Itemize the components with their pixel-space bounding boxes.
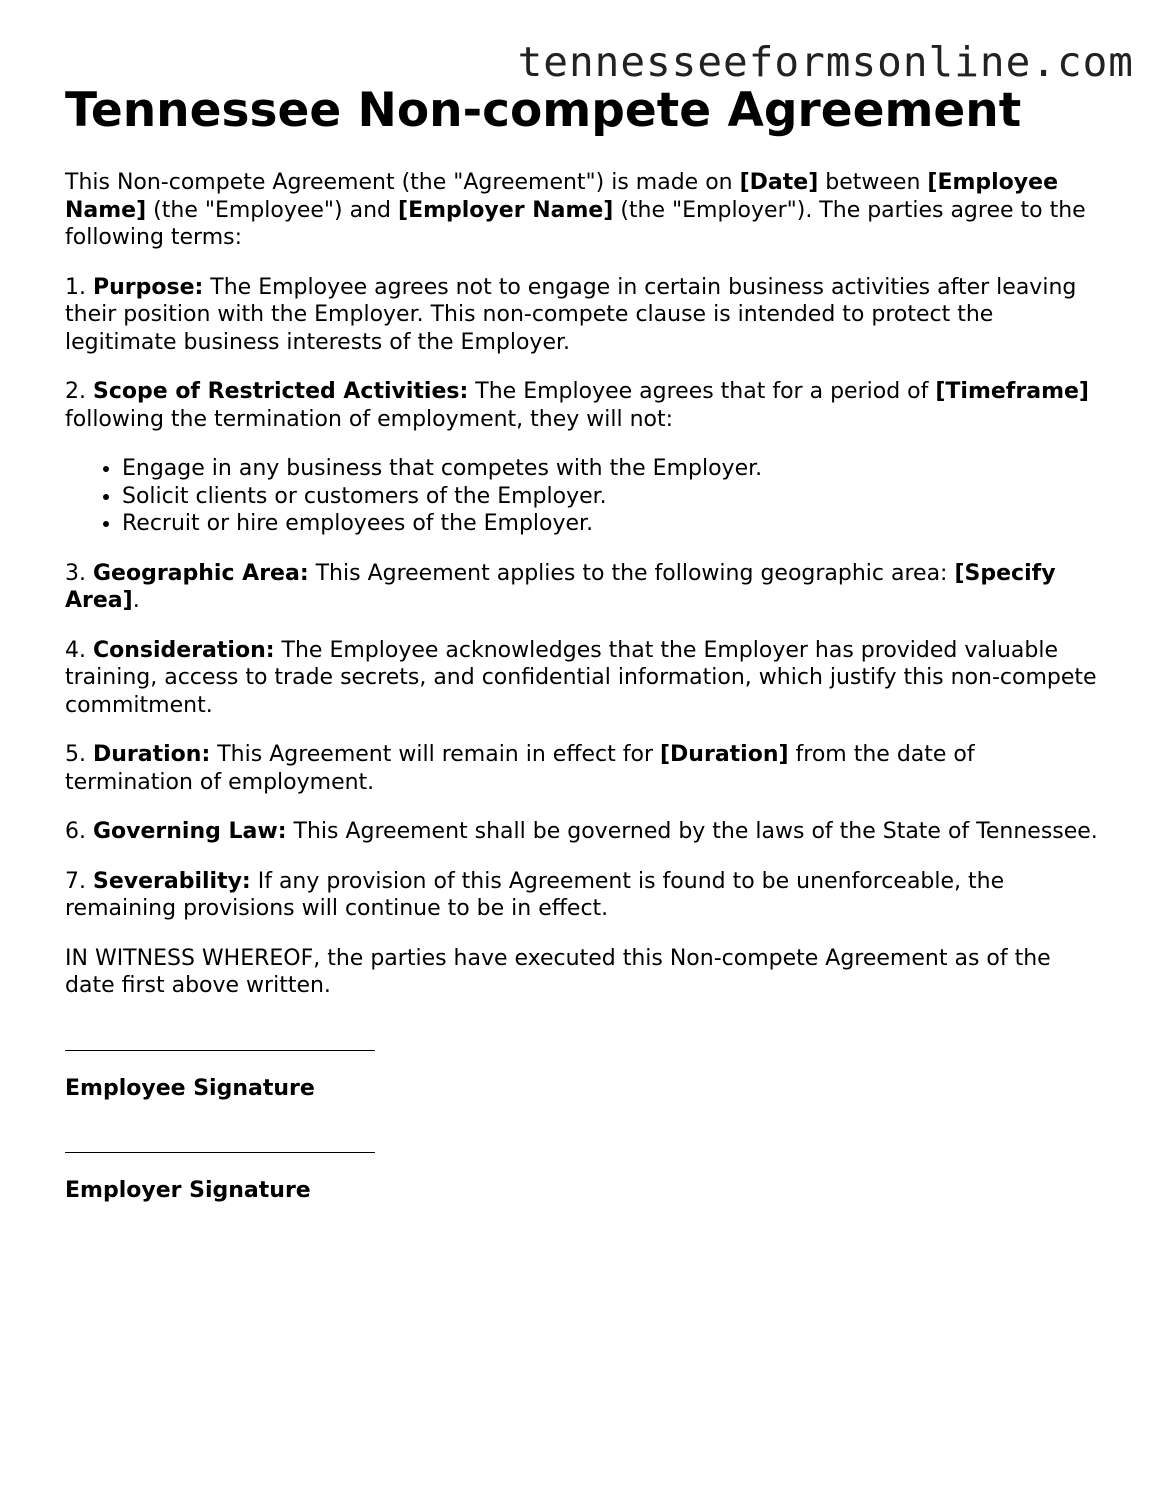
list-item: • Recruit or hire employees of the Employer. xyxy=(122,510,1105,538)
employer-name-placeholder: [Employer Name] xyxy=(398,197,614,223)
section-number: 2. xyxy=(65,379,93,404)
section-text: This Agreement shall be governed by the laws of the State of Tennessee. xyxy=(286,819,1098,844)
section-governing-law xyxy=(65,818,1105,846)
intro-text: between xyxy=(818,170,928,195)
witness-paragraph: IN WITNESS WHEREOF, the parties have executed this Non-compete Agreement as of the date first above written. xyxy=(65,945,1051,998)
area-placeholder: [Specify Area] xyxy=(65,560,1056,613)
section-text: The Employee agrees that for a period of xyxy=(468,379,936,404)
section-heading: Governing Law: xyxy=(92,819,287,844)
date-placeholder: [Date] xyxy=(739,170,819,195)
employee-signature-line[interactable] xyxy=(65,1050,375,1051)
site-watermark: tennesseeformsonline.com xyxy=(517,38,1134,86)
employee-name-placeholder: [Employee Name] xyxy=(65,170,1058,223)
section-heading: Consideration: xyxy=(92,637,275,663)
section-severability xyxy=(65,868,1105,923)
section-heading: Severability: xyxy=(92,868,251,894)
timeframe-placeholder: [Timeframe] xyxy=(935,379,1089,404)
restricted-activities-list xyxy=(65,455,1105,538)
duration-placeholder: [Duration] xyxy=(659,742,789,767)
section-heading: Scope of Restricted Activities: xyxy=(92,379,469,404)
section-number: 7. xyxy=(65,868,93,894)
intro-text: (the "Employer"). The parties agree to the following terms: xyxy=(65,197,1086,250)
section-text: The Employee acknowledges that the Employer has provided valuable training, access to trade secrets, and confidential information, which justify this non-compete commitment. xyxy=(65,637,1097,718)
section-number: 3. xyxy=(65,560,93,586)
section-text: The Employee agrees not to engage in certain business activities after leaving their position with the Employer. This non-compete clause is intended to protect the legitimate business interests of the Employer. xyxy=(65,274,1077,355)
intro-text: (the "Employee") and xyxy=(146,197,399,223)
document-title: Tennessee Non-compete Agreement xyxy=(65,83,1022,138)
employer-signature-block xyxy=(65,1152,1105,1205)
section-heading: Purpose: xyxy=(92,274,204,300)
employee-signature-block xyxy=(65,1050,1105,1103)
intro-paragraph xyxy=(65,169,1105,252)
section-text: following the termination of employment, they will not: xyxy=(65,406,674,432)
section-text: This Agreement will remain in effect for xyxy=(210,742,660,767)
employer-signature-line[interactable] xyxy=(65,1152,375,1153)
section-text: If any provision of this Agreement is found to be unenforceable, the remaining provisions will continue to be in effect. xyxy=(65,868,1005,921)
section-heading: Duration: xyxy=(92,742,211,767)
section-number: 4. xyxy=(65,637,93,663)
employer-signature-label: Employer Signature xyxy=(65,1178,311,1203)
employee-signature-label: Employee Signature xyxy=(65,1075,315,1101)
section-heading: Geographic Area: xyxy=(92,560,309,586)
section-number: 1. xyxy=(65,274,93,300)
intro-text: This Non-compete Agreement (the "Agreement") is made on xyxy=(65,170,740,195)
section-text: from the date of termination of employment. xyxy=(65,742,975,795)
section-number: 6. xyxy=(65,819,93,844)
section-purpose xyxy=(65,274,1105,357)
section-text: This Agreement applies to the following geographic area: xyxy=(308,560,955,586)
list-item: • Solicit clients or customers of the Employer. xyxy=(122,483,1105,511)
section-consideration xyxy=(65,637,1105,720)
section-scope xyxy=(65,378,1105,433)
section-number: 5. xyxy=(65,742,93,767)
section-duration xyxy=(65,741,1105,796)
document-body xyxy=(65,169,1105,1205)
list-item: • Engage in any business that competes with the Employer. xyxy=(122,455,1105,483)
section-geographic xyxy=(65,560,1105,615)
section-text: . xyxy=(132,588,140,613)
